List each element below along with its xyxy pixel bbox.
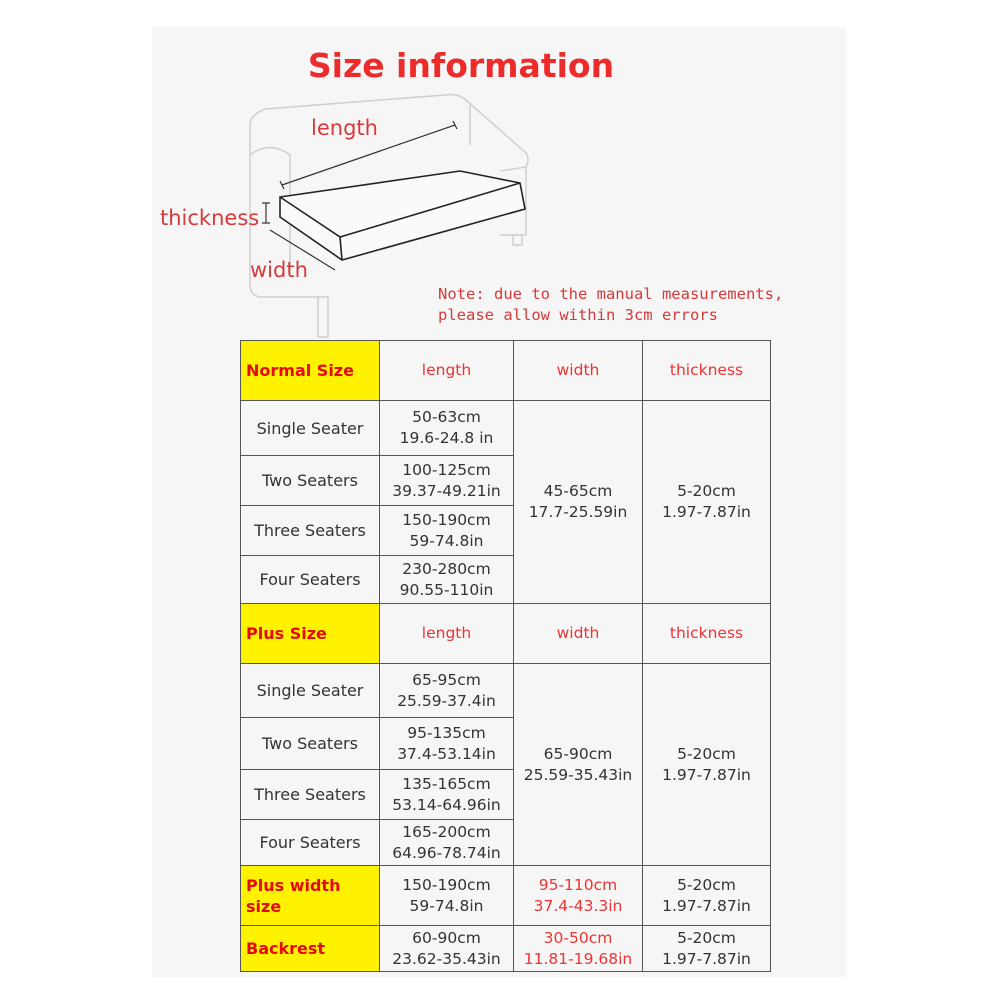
width-in: 17.7-25.59in <box>528 503 628 521</box>
thickness-cell <box>643 866 771 926</box>
thickness-in: 1.97-7.87in <box>662 765 751 784</box>
seater-name: Three Seaters <box>241 770 380 820</box>
length-cm: 135-165cm <box>402 774 491 793</box>
thickness-cm: 5-20cm <box>677 875 736 894</box>
seater-name: Four Seaters <box>241 556 380 604</box>
seater-name: Two Seaters <box>241 456 380 506</box>
length-in: 19.6-24.8 in <box>399 429 494 447</box>
length-cell <box>380 718 514 770</box>
length-in: 23.62-35.43in <box>392 949 501 968</box>
length-cm: 50-63cm <box>412 408 481 426</box>
length-in: 90.55-110in <box>399 580 494 599</box>
page-title: Size information <box>307 46 615 85</box>
thickness-cell <box>643 926 771 972</box>
length-cell <box>380 926 514 972</box>
width-in: 37.4-43.3in <box>533 896 623 915</box>
backrest-row <box>241 926 771 972</box>
thickness-dimension-line <box>262 203 270 223</box>
width-label: width <box>250 258 308 282</box>
length-cm: 150-190cm <box>402 875 491 894</box>
length-in: 39.37-49.21in <box>392 481 501 500</box>
col-length-header: length <box>380 341 514 401</box>
col-length-header: length <box>380 604 514 664</box>
width-cm: 95-110cm <box>538 875 618 894</box>
length-cell <box>380 506 514 556</box>
plus-size-header-row <box>241 604 771 664</box>
length-label: length <box>311 116 378 140</box>
thickness-cell <box>643 401 771 604</box>
table-row <box>241 401 771 456</box>
length-cm: 150-190cm <box>402 510 491 529</box>
length-cell <box>380 664 514 718</box>
length-cell <box>380 556 514 604</box>
seater-name: Single Seater <box>241 401 380 456</box>
measurement-note <box>438 284 783 326</box>
table-row <box>241 664 771 718</box>
col-width-header: width <box>514 604 643 664</box>
length-cm: 230-280cm <box>402 559 491 578</box>
plus-size-header: Plus Size <box>241 604 380 664</box>
thickness-label: thickness <box>160 206 260 230</box>
width-cm: 45-65cm <box>543 482 613 500</box>
size-table <box>240 340 771 972</box>
thickness-cm: 5-20cm <box>677 744 736 763</box>
note-line-1: Note: due to the manual measurements, <box>438 285 784 303</box>
length-in: 53.14-64.96in <box>392 795 501 814</box>
thickness-in: 1.97-7.87in <box>662 896 751 915</box>
length-cell <box>380 770 514 820</box>
length-cell <box>380 456 514 506</box>
length-cell <box>380 401 514 456</box>
length-in: 25.59-37.4in <box>397 691 496 710</box>
width-cell <box>514 926 643 972</box>
thickness-cell <box>643 664 771 866</box>
thickness-in: 1.97-7.87in <box>662 503 751 521</box>
length-in: 59-74.8in <box>409 531 484 550</box>
cushion-shape <box>280 171 525 260</box>
width-cell <box>514 401 643 604</box>
length-in: 59-74.8in <box>409 896 484 915</box>
backrest-header: Backrest <box>241 926 380 972</box>
sofa-leg-right <box>513 235 522 245</box>
length-in: 64.96-78.74in <box>392 843 501 862</box>
seater-name: Three Seaters <box>241 506 380 556</box>
length-in: 37.4-53.14in <box>397 744 496 763</box>
length-cell <box>380 820 514 866</box>
length-cm: 95-135cm <box>407 723 486 742</box>
length-cm: 100-125cm <box>402 460 491 479</box>
length-cm: 165-200cm <box>402 822 491 841</box>
thickness-in: 1.97-7.87in <box>662 949 751 968</box>
col-width-header: width <box>514 341 643 401</box>
seater-name: Two Seaters <box>241 718 380 770</box>
seater-name: Single Seater <box>241 664 380 718</box>
col-thickness-header: thickness <box>643 604 771 664</box>
sofa-leg-front <box>318 297 328 337</box>
thickness-cm: 5-20cm <box>677 482 736 500</box>
plus-width-size-row <box>241 866 771 926</box>
width-in: 11.81-19.68in <box>523 949 633 968</box>
width-cm: 65-90cm <box>543 744 613 763</box>
length-cell <box>380 866 514 926</box>
seater-name: Four Seaters <box>241 820 380 866</box>
plus-width-size-header: Plus width size <box>241 866 380 926</box>
width-in: 25.59-35.43in <box>523 765 633 784</box>
thickness-cm: 5-20cm <box>677 928 736 947</box>
width-cell <box>514 664 643 866</box>
width-cell <box>514 866 643 926</box>
length-cm: 60-90cm <box>412 928 481 947</box>
col-thickness-header: thickness <box>643 341 771 401</box>
length-cm: 65-95cm <box>412 670 481 689</box>
normal-size-header-row <box>241 341 771 401</box>
width-cm: 30-50cm <box>543 928 613 947</box>
normal-size-header: Normal Size <box>241 341 380 401</box>
note-line-2: please allow within 3cm errors <box>438 306 718 324</box>
